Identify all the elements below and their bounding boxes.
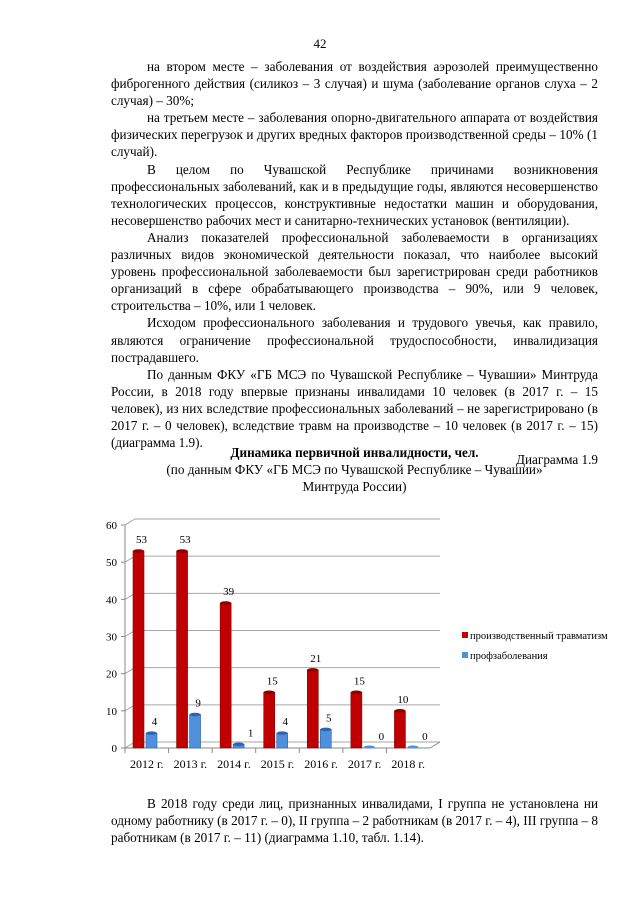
gridline xyxy=(125,593,440,599)
paragraph: По данным ФКУ «ГБ МСЭ по Чувашской Республике – Чувашии» Минтруда России, в 2018 году впервые признаны инвалидами 10 человек (в 2017 г. – 15 человек), из них вследствие профессиональных заболеваний – не зарегистрировано (в 2017 г. – 0 человек), вследствие травм на производстве – 10 человек (в 2017 г. – 15) (диаграмма 1.9). xyxy=(111,366,598,451)
y-tick-label: 30 xyxy=(106,631,117,644)
bar-top xyxy=(177,549,188,553)
y-tick-label: 50 xyxy=(106,557,117,570)
bar-disease xyxy=(320,729,331,748)
paragraph: Анализ показателей профессиональной заболеваемости в организациях различных видов экономической деятельности показал, что наиболее высокий уровень профессиональной заболеваемости был зарегистрирован среди работников организаций в сфере обрабатывающего производства – 90%, или 9 человек, строительства – 10%, или 1 человек. xyxy=(111,229,598,314)
y-tick-label: 20 xyxy=(106,668,117,681)
data-label: 0 xyxy=(422,731,428,743)
bar-disease xyxy=(364,746,375,749)
gridline xyxy=(125,631,440,637)
data-label: 15 xyxy=(353,675,365,688)
chart-subtitle: (по данным ФКУ «ГБ МСЭ по Чувашской Республике – Чувашии» xyxy=(166,462,543,477)
y-tick-label: 60 xyxy=(106,520,117,532)
diagram-label: Диаграмма 1.9 xyxy=(516,452,598,468)
chart-title: Динамика первичной инвалидности, чел. xyxy=(230,445,479,460)
bar-disease xyxy=(277,733,288,748)
x-tick-label: 2015 г. xyxy=(260,757,295,771)
data-label: 9 xyxy=(195,697,201,710)
data-label: 5 xyxy=(326,712,332,725)
gridline xyxy=(125,519,440,525)
data-label: 1 xyxy=(247,727,254,740)
bar-chart xyxy=(100,505,640,790)
data-label: 15 xyxy=(266,675,278,688)
bottom-text xyxy=(111,795,598,846)
bar-top xyxy=(351,690,362,694)
data-label: 39 xyxy=(223,586,235,599)
body-text xyxy=(111,58,598,468)
bar-top xyxy=(146,731,157,735)
chart-subtitle: Минтруда России) xyxy=(302,479,407,494)
gridline xyxy=(125,556,440,562)
bar-top xyxy=(307,668,318,672)
x-tick-label: 2013 г. xyxy=(173,757,208,771)
data-label: 21 xyxy=(310,652,322,665)
bar-injury xyxy=(133,551,144,748)
bar-disease xyxy=(190,715,201,748)
bar-top xyxy=(277,731,288,735)
x-tick-label: 2018 г. xyxy=(391,757,426,771)
legend-swatch xyxy=(462,632,468,638)
paragraph: В целом по Чувашской Республике причинами возникновения профессиональных заболеваний, как и в предыдущие годы, являются несовершенство технологических процессов, конструктивные недостатки машин и оборудования, несовершенство рабочих мест и санитарно-технических установок (вентиляции). xyxy=(111,161,598,228)
bar-top xyxy=(233,742,244,746)
data-label: 53 xyxy=(136,534,147,547)
x-tick-label: 2012 г. xyxy=(129,757,164,771)
y-tick-label: 40 xyxy=(106,594,117,607)
gridline xyxy=(125,668,440,674)
legend-swatch xyxy=(462,652,468,658)
paragraph: Исходом профессионального заболевания и трудового увечья, как правило, являются ограничение профессиональной трудоспособности, инвалидизация пострадавшего. xyxy=(111,315,598,365)
legend-label: производственный травматизм xyxy=(470,631,608,642)
paragraph: В 2018 году среди лиц, признанных инвалидами, I группа не установлена ни одному работнику (в 2017 г. – 0), II группа – 2 работникам (в 2017 г. – 4), III группа – 8 работникам (в 2017 г. – 11) (диаграмма 1.10, табл. 1.14). xyxy=(111,796,598,846)
x-tick-label: 2014 г. xyxy=(217,757,251,771)
bar-top xyxy=(320,728,331,732)
chart-title-block xyxy=(111,444,598,495)
bar-top xyxy=(133,549,144,553)
paragraph: на втором месте – заболевания от воздействия аэрозолей преимущественно фиброгенного действия (силикоз – 3 случая) и шума (заболевание органов слуха – 2 случая) – 30%; xyxy=(111,59,598,109)
y-tick-label: 0 xyxy=(111,743,117,755)
page-number: 42 xyxy=(313,36,327,51)
bar-top xyxy=(220,601,231,605)
data-label: 53 xyxy=(179,534,191,547)
data-label: 10 xyxy=(397,693,409,706)
y-tick-label: 10 xyxy=(106,705,117,718)
bar-injury xyxy=(351,692,362,748)
legend-label: профзаболевания xyxy=(470,651,548,662)
bar-injury xyxy=(177,551,188,748)
bar-top xyxy=(190,713,201,717)
bar-injury xyxy=(264,692,275,748)
data-label: 0 xyxy=(378,731,385,743)
bar-injury xyxy=(307,670,318,748)
paragraph: на третьем месте – заболевания опорно-двигательного аппарата от воздействия физических перегрузок и других вредных факторов производственной среды – 10% (1 случай). xyxy=(111,110,598,160)
bar-injury xyxy=(220,603,231,748)
bar-top xyxy=(264,690,275,694)
data-label: 4 xyxy=(151,716,158,729)
bar-disease xyxy=(146,733,157,748)
x-tick-label: 2017 г. xyxy=(347,757,382,771)
data-label: 4 xyxy=(282,716,288,729)
bar-injury xyxy=(394,711,405,748)
x-tick-label: 2016 г. xyxy=(304,757,338,771)
bar-top xyxy=(394,709,405,713)
bar-disease xyxy=(407,746,418,749)
gridline xyxy=(125,705,440,711)
